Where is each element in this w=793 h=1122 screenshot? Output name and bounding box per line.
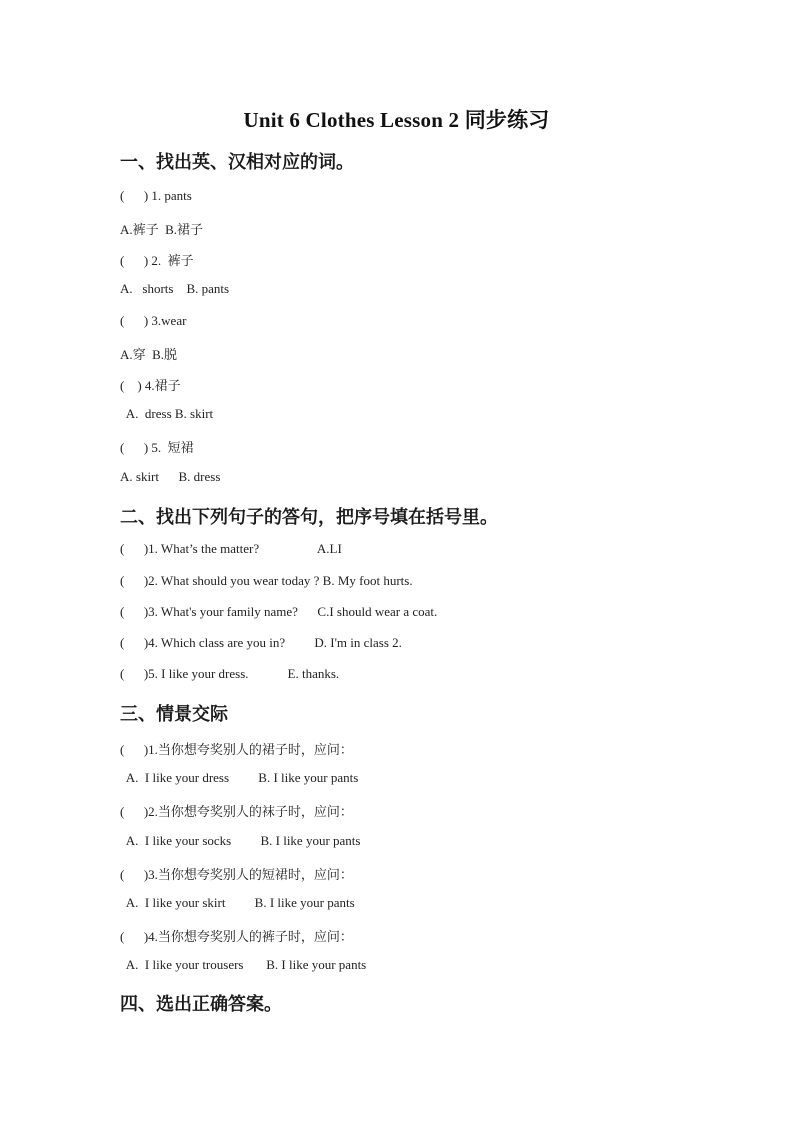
s2-line-4: ( )4. Which class are you in? D. I'm in class 2. — [120, 635, 402, 650]
section-4-heading: 四、选出正确答案。 — [120, 994, 282, 1015]
section-1-heading: 一、找出英、汉相对应的词。 — [120, 152, 354, 173]
s1-line-10: A. skirt B. dress — [120, 469, 221, 484]
s1-line-8: A. dress B. skirt — [120, 406, 214, 421]
s3-line-6: A. I like your skirt B. I like your pants — [120, 895, 355, 910]
section-2-heading: 二、找出下列句子的答句，把序号填在括号里。 — [120, 507, 498, 528]
s2-line-2: ( )2. What should you wear today ? B. My foot hurts. — [120, 573, 413, 588]
s1-line-7: ( ) 4.裙子 — [120, 378, 181, 393]
s1-line-9: ( ) 5. 短裙 — [120, 440, 194, 455]
s1-line-5: ( ) 3.wear — [120, 313, 187, 328]
s3-line-2: A. I like your dress B. I like your pants — [120, 770, 359, 785]
s3-line-4: A. I like your socks B. I like your pants — [120, 833, 361, 848]
s2-line-3: ( )3. What's your family name? C.I should wear a coat. — [120, 604, 438, 619]
s3-line-7: ( )4.当你想夸奖别人的裤子时，应问： — [120, 929, 353, 944]
s1-line-6: A.穿 B.脱 — [120, 347, 178, 362]
s1-line-4: A. shorts B. pants — [120, 281, 230, 296]
s1-line-1: ( ) 1. pants — [120, 188, 192, 203]
s3-line-5: ( )3.当你想夸奖别人的短裙时，应问： — [120, 867, 353, 882]
s2-line-1: ( )1. What’s the matter? A.LI — [120, 541, 342, 556]
s2-line-5: ( )5. I like your dress. E. thanks. — [120, 666, 340, 681]
section-3-heading: 三、情景交际 — [120, 704, 228, 725]
s1-line-3: ( ) 2. 裤子 — [120, 253, 194, 268]
s1-line-2: A.裤子 B.裙子 — [120, 222, 204, 237]
s3-line-8: A. I like your trousers B. I like your pants — [120, 957, 367, 972]
s3-line-1: ( )1.当你想夸奖别人的裙子时，应问： — [120, 742, 353, 757]
document-title: Unit 6 Clothes Lesson 2 同步练习 — [243, 108, 550, 132]
s3-line-3: ( )2.当你想夸奖别人的袜子时，应问： — [120, 804, 353, 819]
